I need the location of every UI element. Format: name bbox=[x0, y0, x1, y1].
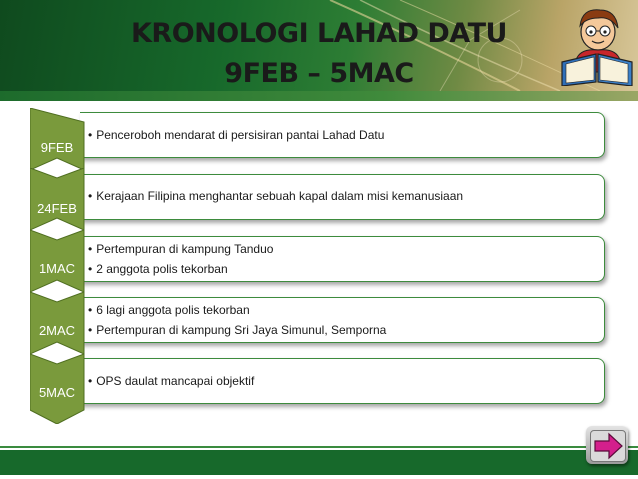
reading-student-icon bbox=[558, 2, 636, 86]
timeline-list-4 bbox=[80, 298, 604, 340]
timeline-item: • Penceroboh mendarat di persisiran pantai Lahad Datu bbox=[88, 125, 604, 145]
timeline-date: 9FEB bbox=[40, 140, 74, 155]
timeline-list-5 bbox=[80, 359, 604, 391]
timeline-box-4 bbox=[80, 297, 605, 343]
footer-bar bbox=[0, 450, 638, 475]
timeline-item: • 2 anggota polis tekorban bbox=[88, 259, 604, 279]
timeline-chevron-2 bbox=[30, 168, 88, 230]
slide-title bbox=[0, 14, 638, 94]
timeline-box-3 bbox=[80, 236, 605, 282]
timeline-item: • OPS daulat mancapai objektif bbox=[88, 371, 604, 391]
timeline-item: • Pertempuran di kampung Sri Jaya Simunul, Semporna bbox=[88, 320, 604, 340]
timeline-list-2 bbox=[80, 175, 604, 206]
timeline-item: • 6 lagi anggota polis tekorban bbox=[88, 300, 604, 320]
timeline-date: 5MAC bbox=[38, 385, 76, 400]
timeline-chevron-3 bbox=[30, 230, 88, 292]
timeline-box-5 bbox=[80, 358, 605, 404]
timeline-list-3 bbox=[80, 237, 604, 279]
timeline-date: 24FEB bbox=[37, 201, 77, 216]
timeline-date: 2MAC bbox=[38, 323, 76, 338]
arrow-right-icon bbox=[591, 431, 625, 461]
timeline-date: 1MAC bbox=[38, 261, 76, 276]
timeline-chevron-5 bbox=[30, 354, 88, 424]
chevron-shape bbox=[30, 168, 88, 230]
next-button-face[interactable] bbox=[590, 430, 626, 462]
timeline-box-1 bbox=[80, 112, 605, 158]
footer-line bbox=[0, 446, 638, 448]
timeline-chevron-4 bbox=[30, 292, 88, 354]
timeline-box-2 bbox=[80, 174, 605, 220]
title-line-2: 9FEB – 5MAC bbox=[224, 58, 414, 89]
chevron-shape bbox=[30, 108, 88, 170]
timeline-item: • Pertempuran di kampung Tanduo bbox=[88, 239, 604, 259]
title-line-1: KRONOLOGI LAHAD DATU bbox=[131, 18, 507, 49]
next-slide-button[interactable] bbox=[586, 426, 628, 464]
timeline-chevron-1 bbox=[30, 108, 88, 170]
timeline-item: • Kerajaan Filipina menghantar sebuah kapal dalam misi kemanusiaan bbox=[88, 186, 604, 206]
timeline-list-1 bbox=[80, 113, 604, 145]
